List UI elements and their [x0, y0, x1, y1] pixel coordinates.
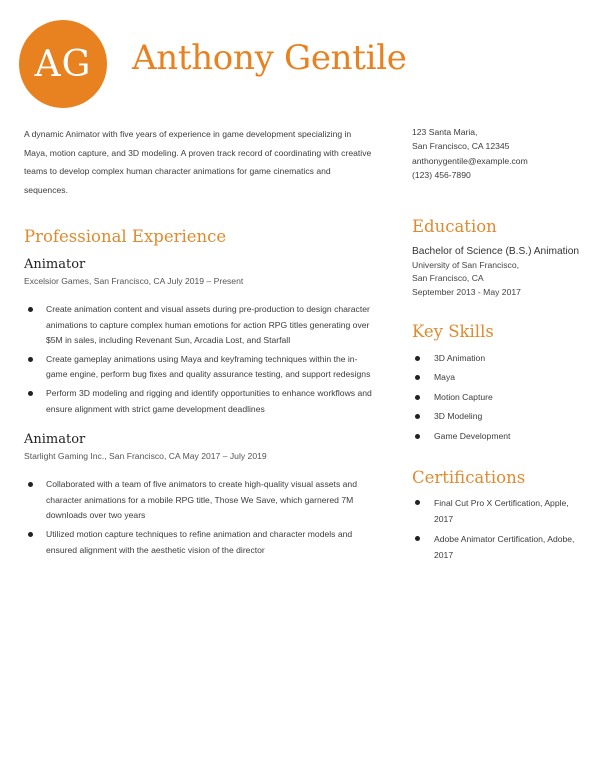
skill-item: 3D Modeling [412, 407, 587, 426]
skill-item: Motion Capture [412, 388, 587, 407]
education-degree: Bachelor of Science (B.S.) Animation [412, 245, 580, 257]
job-meta: Excelsior Games, San Francisco, CA July 2019 – Present [24, 276, 244, 286]
skill-item: Game Development [412, 427, 587, 446]
address-line: 123 Santa Maria, [412, 127, 478, 137]
job-bullet: Create gameplay animations using Maya and keyframing techniques within the in-game engine, perform bug fixes and quality assurance testing, and support redesigns [24, 352, 376, 383]
job-title: Animator [24, 257, 86, 272]
contact-info [412, 125, 587, 183]
job-bullet: Utilized motion capture techniques to refine animation and character models and ensured alignment with the aesthetic vision of the director [24, 527, 376, 558]
job-bullet: Perform 3D modeling and rigging and identify opportunities to enhance workflows and ensure alignment with strict game development deadlines [24, 386, 376, 417]
job-meta: Starlight Gaming Inc., San Francisco, CA May 2017 – July 2019 [24, 451, 267, 462]
monogram-avatar [19, 20, 107, 108]
job-bullets [24, 477, 376, 558]
skill-item: 3D Animation [412, 349, 587, 368]
certifications-heading: Certifications [412, 468, 526, 488]
address-line: San Francisco, CA 12345 [412, 141, 510, 152]
phone: (123) 456-7890 [412, 170, 471, 181]
education-dates: September 2013 - May 2017 [412, 287, 521, 298]
education-heading: Education [412, 216, 497, 236]
job-bullets [24, 302, 376, 417]
skills-list [412, 349, 587, 446]
sidebar-column [412, 125, 587, 567]
experience-heading: Professional Experience [24, 227, 227, 246]
education-location: San Francisco, CA [412, 273, 484, 284]
candidate-name: Anthony Gentile [132, 38, 407, 78]
summary: A dynamic Animator with five years of experience in game development specializing in Maya, motion capture, and 3D modeling. A proven track record of coordinating with creative teams to develop complex human character animations for game cinematics and sequences. [24, 129, 372, 195]
certification-item: Final Cut Pro X Certification, Apple, 2017 [412, 495, 587, 527]
job-entry [24, 256, 376, 417]
certifications-list [412, 495, 587, 563]
job-entry [24, 431, 376, 558]
main-column [24, 125, 376, 566]
job-title: Animator [24, 432, 86, 448]
certification-item: Adobe Animator Certification, Adobe, 2017 [412, 531, 587, 563]
job-bullet: Create animation content and visual assets during pre-production to design character animations to capture complex human emotions for action RPG titles generating over $5M in sales, including Revenant Sun, Arcadia Lost, and Starfall [24, 302, 376, 349]
email: anthonygentile@example.com [412, 155, 528, 166]
initials: AG [34, 43, 92, 85]
education-school: University of San Francisco, [412, 259, 519, 270]
skills-heading: Key Skills [412, 322, 494, 342]
job-bullet: Collaborated with a team of five animators to create high-quality visual assets and character animations for a mobile RPG title, Those We Save, which garnered 7M downloads over two years [24, 477, 376, 524]
skill-item: Maya [412, 368, 587, 387]
